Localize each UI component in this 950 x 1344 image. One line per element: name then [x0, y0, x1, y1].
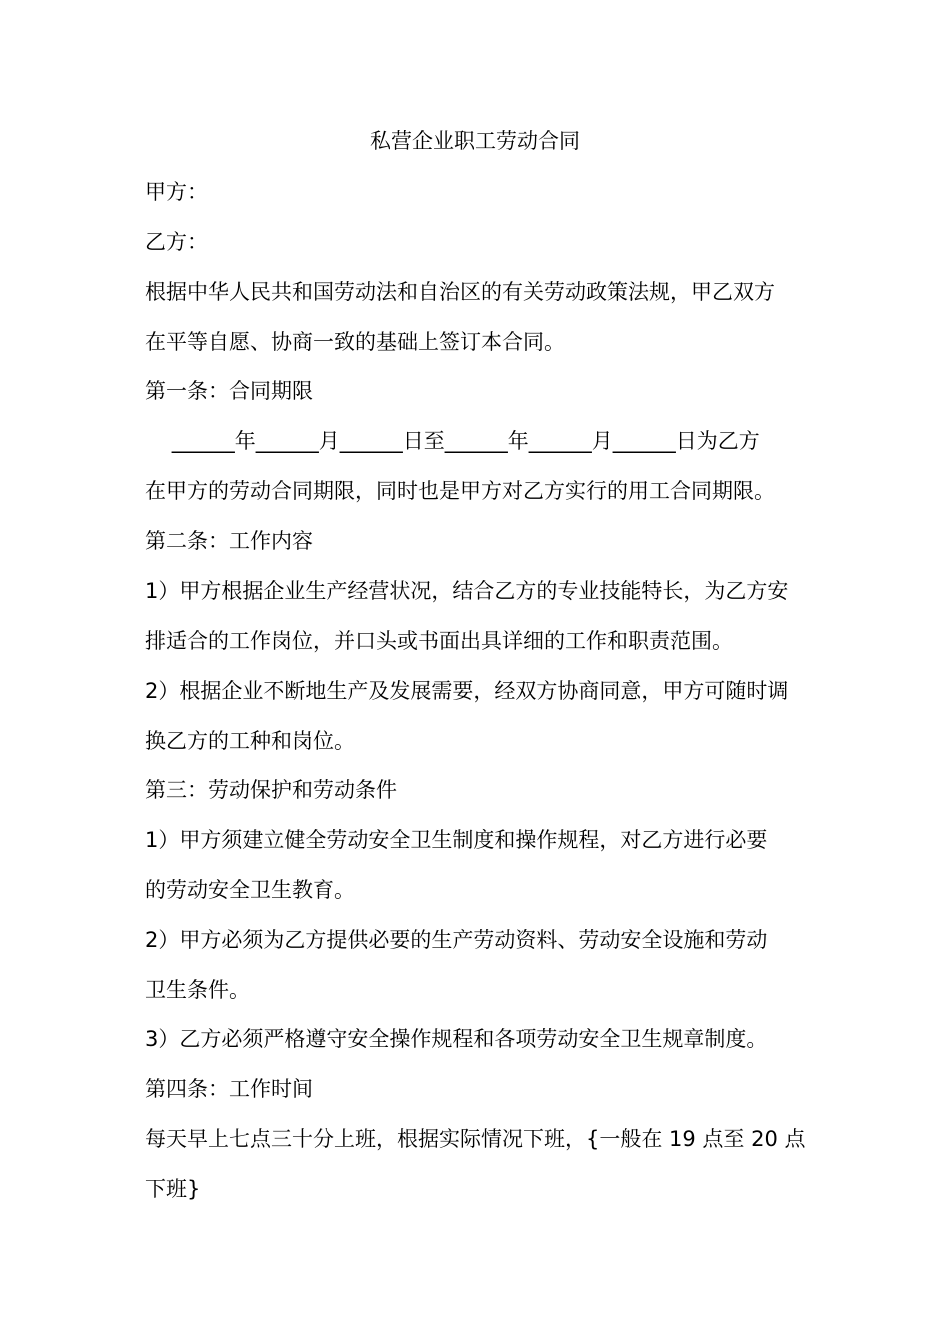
- article-2-item-2-line-1: 2）根据企业不断地生产及发展需要，经双方协商同意，甲方可随时调: [145, 679, 789, 703]
- article-4-heading: 第四条：工作时间: [145, 1077, 313, 1101]
- article-3-item-2-line-1: 2）甲方必须为乙方提供必要的生产劳动资料、劳动安全设施和劳动: [145, 928, 768, 952]
- document-title: 私营企业职工劳动合同: [370, 129, 580, 153]
- article-1-term-line-2: 在甲方的劳动合同期限，同时也是甲方对乙方实行的用工合同期限。: [145, 479, 775, 503]
- article-2-heading: 第二条：工作内容: [145, 529, 313, 553]
- article-3-item-2-line-2: 卫生条件。: [145, 978, 250, 1002]
- preamble-line-2: 在平等自愿、协商一致的基础上签订本合同。: [145, 330, 565, 354]
- article-2-item-1-line-2: 排适合的工作岗位，并口头或书面出具详细的工作和职责范围。: [145, 629, 733, 653]
- article-3-item-3: 3）乙方必须严格遵守安全操作规程和各项劳动安全卫生规章制度。: [145, 1027, 768, 1051]
- article-2-item-2-line-2: 换乙方的工种和岗位。: [145, 729, 355, 753]
- article-1-term-line-1: ______年______月______日至______年______月______日为乙方: [145, 429, 760, 453]
- party-a-label: 甲方：: [145, 180, 208, 204]
- article-3-item-1-line-1: 1）甲方须建立健全劳动安全卫生制度和操作规程，对乙方进行必要: [145, 828, 768, 852]
- article-2-item-1-line-1: 1）甲方根据企业生产经营状况，结合乙方的专业技能特长，为乙方安: [145, 579, 789, 603]
- article-4-hours-line-1: 每天早上七点三十分上班，根据实际情况下班，{一般在 19 点至 20 点: [145, 1127, 806, 1151]
- article-4-hours-line-2: 下班}: [145, 1177, 201, 1201]
- article-3-item-1-line-2: 的劳动安全卫生教育。: [145, 878, 355, 902]
- article-1-heading: 第一条：合同期限: [145, 379, 313, 403]
- party-b-label: 乙方：: [145, 230, 208, 254]
- preamble-line-1: 根据中华人民共和国劳动法和自治区的有关劳动政策法规，甲乙双方: [145, 280, 775, 304]
- article-3-heading: 第三：劳动保护和劳动条件: [145, 778, 397, 802]
